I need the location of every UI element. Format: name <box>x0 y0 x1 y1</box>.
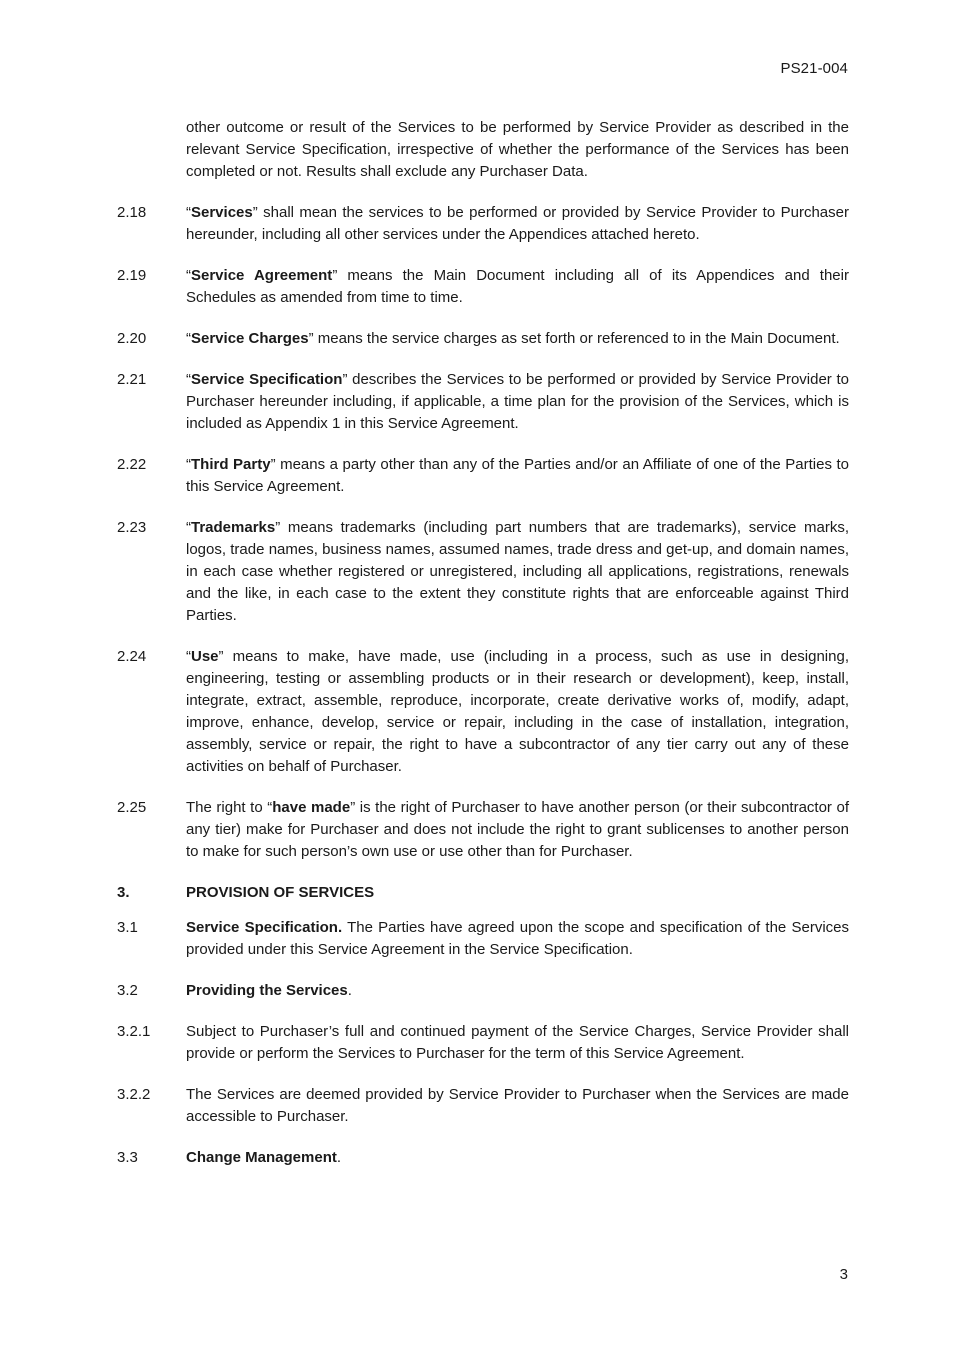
clause-number: 3.2.2 <box>117 1086 151 1103</box>
clause-title: Providing the Services <box>186 982 348 999</box>
clause-text: “Service Specification” describes the Services to be performed or provided by Service Provider to Purchaser hereunder including, if applicable, a time plan for the provision of the Services, which is included as Appendix 1 in this Service Agreement. <box>186 371 849 432</box>
clause-number: 2.24 <box>117 648 147 665</box>
clause-number: 3.2 <box>117 982 138 999</box>
definition-2-19 <box>117 265 849 309</box>
clause-3-3 <box>117 1147 849 1169</box>
definition-2-20 <box>117 328 849 350</box>
clause-number: 2.23 <box>117 519 147 536</box>
clause-text: “Trademarks” means trademarks (including part numbers that are trademarks), service marks, logos, trade names, business names, assumed names, trade dress and get-up, and domain names, in each case whether registered or unregistered, including all applications, registrations, renewals and the like, in each case to the extent they constitute rights that are enforceable against Third Parties. <box>186 519 849 624</box>
defined-term: Service Charges <box>191 330 309 347</box>
defined-term: Service Specification <box>191 371 343 388</box>
clause-text: Providing the Services. <box>186 982 352 999</box>
clause-3-2-2 <box>117 1084 849 1128</box>
definition-2-21 <box>117 369 849 435</box>
definition-2-22 <box>117 454 849 498</box>
clause-number: 2.22 <box>117 456 147 473</box>
clause-number: 2.18 <box>117 204 147 221</box>
clause-text: Subject to Purchaser’s full and continued payment of the Service Charges, Service Provider shall provide or perform the Services to Purchaser for the term of this Service Agreement. <box>186 1023 849 1062</box>
defined-term: Services <box>191 204 253 221</box>
definition-2-25 <box>117 797 849 863</box>
clause-number: 3.2.1 <box>117 1023 151 1040</box>
clause-text: Change Management. <box>186 1149 342 1166</box>
clause-3-2 <box>117 980 849 1002</box>
clause-number: 3.3 <box>117 1149 138 1166</box>
defined-term: Service Agreement <box>191 267 333 284</box>
page-number: 3 <box>839 1266 848 1283</box>
section-title: PROVISION OF SERVICES <box>186 884 375 901</box>
clause-number: 2.20 <box>117 330 147 347</box>
clause-number: 2.21 <box>117 371 147 388</box>
clause-text: “Service Agreement” means the Main Document including all of its Appendices and their Schedules as amended from time to time. <box>186 267 849 306</box>
clause-number: 2.19 <box>117 267 147 284</box>
clause-text: The right to “have made” is the right of Purchaser to have another person (or their subcontractor of any tier) make for Purchaser and does not include the right to grant sublicenses to another person to make for such person’s own use or use other than for Purchaser. <box>186 799 849 860</box>
clause-3-2-1 <box>117 1021 849 1065</box>
definition-2-23 <box>117 517 849 627</box>
defined-term: have made <box>272 799 351 816</box>
clause-number: 2.25 <box>117 799 147 816</box>
definition-2-24 <box>117 646 849 778</box>
clause-3-1 <box>117 917 849 961</box>
clause-text: “Third Party” means a party other than any of the Parties and/or an Affiliate of one of the Parties to this Service Agreement. <box>186 456 849 495</box>
section-number: 3. <box>117 884 130 901</box>
clause-title: Change Management <box>186 1149 337 1166</box>
document-reference: PS21-004 <box>780 60 848 77</box>
intro-paragraph <box>117 117 849 183</box>
defined-term: Trademarks <box>191 519 276 536</box>
clause-text: The Services are deemed provided by Service Provider to Purchaser when the Services are made accessible to Purchaser. <box>186 1086 849 1125</box>
defined-term: Third Party <box>191 456 271 473</box>
defined-term: Use <box>191 648 219 665</box>
intro-text: other outcome or result of the Services to be performed by Service Provider as described in the relevant Service Specification, irrespective of whether the performance of the Services has been completed or not. Results shall exclude any Purchaser Data. <box>186 119 849 180</box>
clause-text: “Use” means to make, have made, use (including in a process, such as use in designing, engineering, testing or assembling products or in their research or development), keep, install, integrate, extract, assemble, reproduce, incorporate, create derivative works of, modify, adapt, improve, enhance, develop, service or repair, including in the case of installation, integration, assembly, service or repair, the right to have a subcontractor of any tier carry out any of these activities on behalf of Purchaser. <box>186 648 849 775</box>
clause-number: 3.1 <box>117 919 138 936</box>
section-heading <box>117 882 849 904</box>
page-content <box>117 117 849 1188</box>
definition-2-18 <box>117 202 849 246</box>
clause-text: “Service Charges” means the service charges as set forth or referenced to in the Main Document. <box>186 330 840 347</box>
clause-text: Service Specification. The Parties have agreed upon the scope and specification of the Services provided under this Service Agreement in the Service Specification. <box>186 919 849 958</box>
clause-text: “Services” shall mean the services to be performed or provided by Service Provider to Purchaser hereunder, including all other services under the Appendices attached hereto. <box>186 204 849 243</box>
clause-title: Service Specification. <box>186 919 343 936</box>
